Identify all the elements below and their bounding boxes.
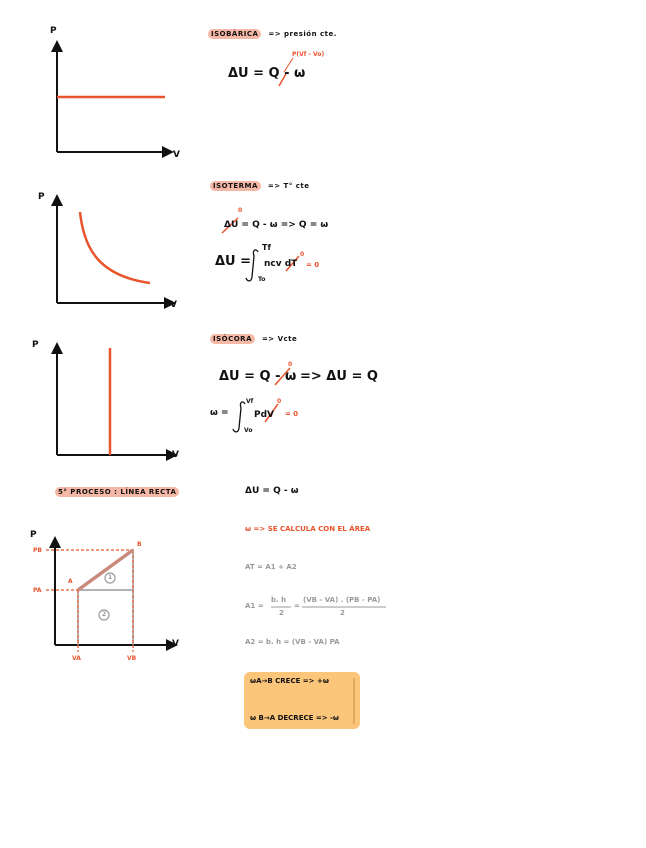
proceso5-a2: A2 = b. h = (VB - VA) PA [245,638,340,646]
proceso5-a1-rhs-den: 2 [340,609,345,617]
isocora-integrand: PdV [254,410,275,420]
isocora-equation-2-lhs: ω = [210,408,229,418]
isobarica-equation: ΔU = Q - ω [228,66,306,81]
isocora-int-bottom: Vo [244,427,253,434]
p-axis-label: P [50,26,57,36]
proceso5-graph [46,542,172,652]
p-axis-label: P [38,192,45,202]
va-label: VA [72,655,81,662]
proceso5-eq-du: ΔU = Q - ω [245,486,299,496]
isoterma-zero-mark: 0 [238,207,243,214]
p-axis-label: P [30,530,37,540]
isocora-title-rest: => Vcte [261,335,298,343]
proceso5-a1-num: b. h [271,596,287,604]
isoterma-title-row [210,182,310,190]
isobarica-title-row [208,30,337,38]
isocora-title-row [210,335,297,343]
proceso5-w-area: ω => SE CALCULA CON EL ÁREA [245,525,371,533]
process-line [78,550,133,590]
isobarica-graph [57,46,168,152]
isocora-graph [57,348,172,455]
isocora-title: ISÓCORA [210,334,255,344]
isoterma-integrand: ncv dT [264,259,298,269]
isoterma-graph [57,200,170,303]
isoterma-zero-mark-2: 0 [300,251,305,258]
note-box-divider [353,678,355,724]
proceso5-title: 5° PROCESO : LÍNEA RECTA [55,487,179,497]
isoterma-int-bottom: To [258,276,266,283]
v-axis-label: V [170,300,177,310]
isotherm-curve [80,212,150,283]
isoterma-equation-2-lhs: ΔU = [215,254,252,269]
isobarica-title: ISOBÁRICA [208,29,261,39]
v-axis-label: V [172,639,179,649]
proceso5-a1-den: 2 [279,609,284,617]
point-a-label: A [68,578,73,585]
proceso5-title-row [55,488,179,496]
p-axis-label: P [32,340,39,350]
pa-label: PA [33,587,42,594]
v-axis-label: V [173,150,180,160]
v-axis-label: V [172,450,179,460]
note-line-1: ωA→B CRECE => +ω [250,677,329,685]
isoterma-equation-1: ΔU = Q - ω => Q = ω [224,220,329,230]
isocora-equation-1-rest: => ΔU = Q [300,369,378,384]
isobarica-title-rest: => presión cte. [268,30,337,38]
proceso5-at: AT = A1 + A2 [245,563,297,571]
note-line-2: ω B→A DECRECE => -ω [250,714,339,722]
proceso5-a1-lhs: A1 = [245,602,264,610]
isoterma-title: ISOTERMA [210,181,261,191]
proceso5-a1-eq: = [294,602,300,610]
isoterma-title-rest: => T° cte [267,182,310,190]
isocora-zero-mark: 0 [288,361,293,368]
pb-label: PB [33,547,42,554]
isoterma-eq-zero: = 0 [306,261,320,269]
area2-number: 2 [102,611,107,618]
isocora-zero-mark-2: 0 [277,398,282,405]
isocora-eq-zero: = 0 [285,410,299,418]
area1-number: 1 [108,574,113,581]
point-b-label: B [137,541,142,548]
vb-label: VB [127,655,137,662]
isocora-equation-1: ΔU = Q - ω [219,369,297,384]
proceso5-a1-rhs-num: (VB - VA) . (PB - PA) [303,596,381,604]
isocora-int-top: Vf [246,398,254,405]
isoterma-int-top: Tf [262,243,271,252]
isobarica-annotation: P(Vf - Vo) [292,51,325,58]
